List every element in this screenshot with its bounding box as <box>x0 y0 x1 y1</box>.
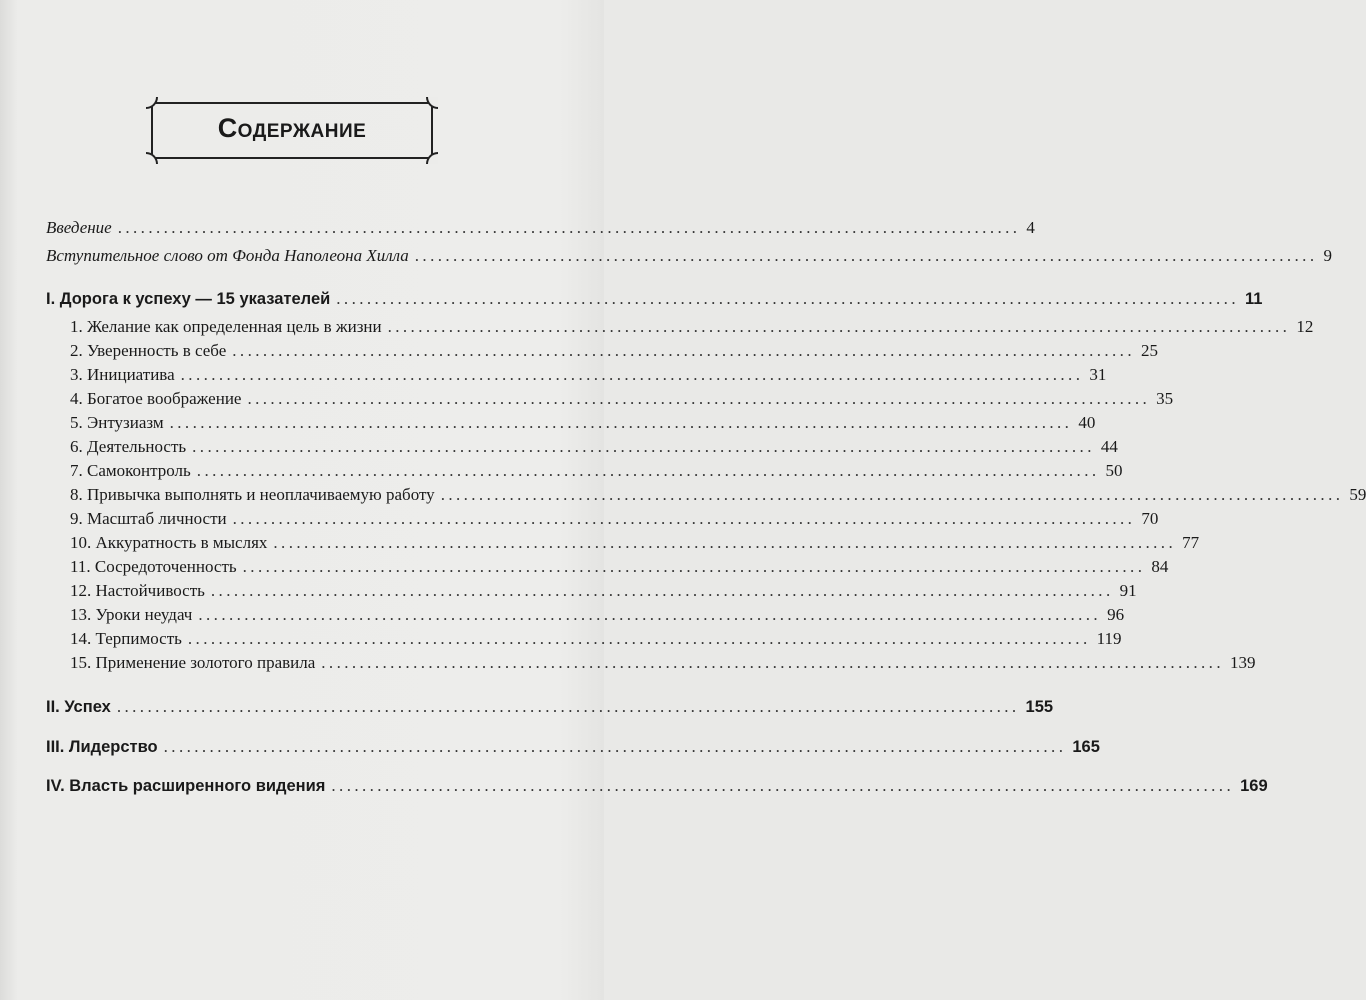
toc-entry-page: 77 <box>1182 533 1200 552</box>
toc-entry-page: 165 <box>1072 738 1100 756</box>
toc-entry-label: III. Лидерство <box>46 738 158 756</box>
toc-part-entry <box>46 697 1054 717</box>
toc-leader: ...................................................................................................................... <box>321 653 1224 672</box>
toc-leader: ...................................................................................................................... <box>273 533 1177 552</box>
toc-entry <box>70 413 1096 433</box>
toc-part-entry <box>46 289 1263 309</box>
toc-entry-label: II. Успех <box>46 698 111 716</box>
toc-entry-label: 9. Масштаб личности <box>70 509 227 528</box>
toc-entry <box>70 437 1118 457</box>
toc-leader: ...................................................................................................................... <box>192 437 1095 456</box>
toc-leader: ...................................................................................................................... <box>169 413 1073 432</box>
toc-entry-page: 96 <box>1107 605 1125 624</box>
toc-entry-label: IV. Власть расширенного видения <box>46 777 326 795</box>
toc-entry <box>70 389 1174 409</box>
toc-entry-label: 5. Энтузиазм <box>70 413 164 432</box>
toc-entry-label: 4. Богатое воображение <box>70 389 242 408</box>
toc-entry-label: 11. Сосредоточенность <box>70 557 237 576</box>
toc-leader: ...................................................................................................................... <box>180 365 1084 384</box>
toc-entry <box>70 557 1169 577</box>
frame-corner <box>146 97 158 109</box>
toc-entry-page: 11 <box>1244 290 1263 308</box>
toc-entry-label: 10. Аккуратность в мыслях <box>70 533 268 552</box>
toc-leader: ...................................................................................................................... <box>196 461 1100 480</box>
toc-leader: ...................................................................................................................... <box>187 629 1091 648</box>
toc-entry <box>70 653 1256 673</box>
toc-entry <box>70 461 1123 481</box>
toc-entry-page: 139 <box>1229 653 1256 672</box>
toc-entry <box>46 246 1332 266</box>
toc-entry-page: 9 <box>1323 246 1332 265</box>
toc-entry <box>46 218 1035 238</box>
toc-entry-page: 40 <box>1078 413 1096 432</box>
toc-entry <box>70 629 1122 649</box>
toc-leader: ...................................................................................................................... <box>163 737 1067 756</box>
toc-entry <box>70 509 1159 529</box>
toc-leader: ...................................................................................................................... <box>117 218 1021 237</box>
toc-leader: ...................................................................................................................... <box>331 776 1235 795</box>
toc-leader: ...................................................................................................................... <box>198 605 1102 624</box>
toc-leader: ...................................................................................................................... <box>414 246 1318 265</box>
toc-leader: ...................................................................................................................... <box>232 509 1136 528</box>
toc-entry-label: 3. Инициатива <box>70 365 175 384</box>
toc-entry <box>70 581 1137 601</box>
toc-entry-label: I. Дорога к успеху — 15 указателей <box>46 290 331 308</box>
toc-entry-page: 59 <box>1349 485 1366 504</box>
toc-leader: ...................................................................................................................... <box>232 341 1135 360</box>
toc-entry-page: 84 <box>1151 557 1169 576</box>
toc-entry-page: 31 <box>1089 365 1107 384</box>
toc-leader: ...................................................................................................................... <box>336 289 1239 308</box>
toc-entry <box>70 317 1314 337</box>
frame-corner <box>146 152 158 164</box>
toc-entry-label: Введение <box>46 218 112 237</box>
toc-entry-page: 119 <box>1096 629 1122 648</box>
frame-corner <box>426 97 438 109</box>
toc-entry-page: 44 <box>1100 437 1118 456</box>
toc-entry-page: 25 <box>1140 341 1158 360</box>
toc-entry-page: 50 <box>1105 461 1123 480</box>
toc-entry-label: 6. Деятельность <box>70 437 187 456</box>
toc-entry-label: 13. Уроки неудач <box>70 605 193 624</box>
toc-entry-page: 35 <box>1156 389 1174 408</box>
toc-entry <box>70 605 1125 625</box>
toc-entry-page: 12 <box>1296 317 1314 336</box>
toc-entry-label: 12. Настойчивость <box>70 581 205 600</box>
toc-entry-page: 70 <box>1141 509 1159 528</box>
toc-entry-label: 14. Терпимость <box>70 629 182 648</box>
toc-entry-page: 4 <box>1026 218 1035 237</box>
toc-part-entry <box>46 737 1100 757</box>
toc-entry-label: 15. Применение золотого правила <box>70 653 316 672</box>
title-frame <box>151 102 433 159</box>
toc-entry-label: 8. Привычка выполнять и неоплачиваемую работу <box>70 485 435 504</box>
toc-entry <box>70 533 1200 553</box>
toc-leader: ...................................................................................................................... <box>210 581 1114 600</box>
toc-leader: ...................................................................................................................... <box>247 389 1151 408</box>
toc-leader: ...................................................................................................................... <box>242 557 1146 576</box>
toc-entry-label: 2. Уверенность в себе <box>70 341 227 360</box>
toc-entry-label: Вступительное слово от Фонда Наполеона Хилла <box>46 246 409 265</box>
toc-entry-page: 155 <box>1025 698 1054 716</box>
toc-entry-label: 7. Самоконтроль <box>70 461 191 480</box>
toc-part-entry <box>46 776 1268 796</box>
toc-entry <box>70 365 1107 385</box>
toc-leader: ...................................................................................................................... <box>116 697 1020 716</box>
frame-corner <box>426 152 438 164</box>
toc-leader: ...................................................................................................................... <box>387 317 1291 336</box>
toc-entry-label: 1. Желание как определенная цель в жизни <box>70 317 382 336</box>
toc-entry-page: 91 <box>1119 581 1137 600</box>
page-title: Содержание <box>217 113 367 143</box>
toc-entry <box>70 341 1158 361</box>
toc-entry <box>70 485 1366 505</box>
toc-leader: ...................................................................................................................... <box>440 485 1344 504</box>
toc-entry-page: 169 <box>1240 777 1268 795</box>
